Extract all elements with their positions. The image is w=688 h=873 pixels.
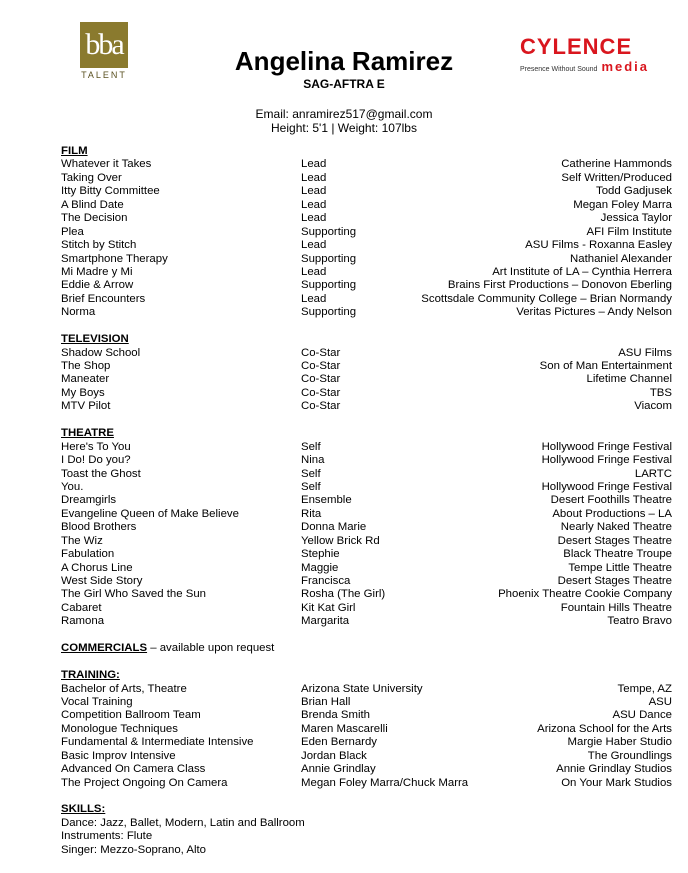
television-credit-row — [61, 373, 672, 386]
theatre-credit-row — [61, 521, 672, 534]
credit-title: I Do! Do you? — [61, 454, 131, 467]
credit-title: Mi Madre y Mi — [61, 265, 133, 278]
credit-title: Advanced On Camera Class — [61, 763, 206, 776]
credit-company: ASU — [648, 695, 672, 708]
skill-line: Instruments: Flute — [61, 830, 153, 843]
credit-company: TBS — [649, 386, 672, 399]
credit-role: Lead — [301, 171, 327, 184]
film-credit-row — [61, 212, 672, 225]
film-heading: FILM — [61, 145, 88, 157]
credit-title: Maneater — [61, 373, 110, 386]
film-credit-row — [61, 185, 672, 198]
commercials-heading: COMMERCIALS — [61, 642, 148, 655]
credit-role: Lead — [301, 198, 327, 211]
credit-role: Francisca — [301, 575, 351, 587]
credit-title: Plea — [61, 225, 84, 238]
training-credit-row — [61, 709, 672, 722]
credit-title: Taking Over — [61, 171, 122, 184]
film-credit-row — [61, 266, 672, 279]
credit-company: Son of Man Entertainment — [539, 360, 672, 372]
theatre-credit-row — [61, 548, 672, 561]
credit-role: Lead — [301, 185, 327, 198]
credit-company: Megan Foley Marra — [573, 198, 672, 211]
credit-role: Co-Star — [301, 346, 341, 359]
credit-title: Ramona — [61, 615, 105, 628]
theatre-credit-row — [61, 441, 672, 454]
union-status: SAG-AFTRA E — [303, 77, 385, 91]
stats-line: Height: 5'1 | Weight: 107lbs — [271, 121, 417, 135]
film-credit-row — [61, 199, 672, 212]
credit-title: Competition Ballroom Team — [61, 709, 201, 722]
credit-title: Evangeline Queen of Make Believe — [61, 507, 239, 520]
credit-company: Hollywood Fringe Festival — [541, 454, 672, 467]
theatre-credit-row — [61, 615, 672, 628]
bba-logo-mark: bba — [80, 22, 128, 68]
credit-role: Self — [301, 467, 321, 480]
credit-role: Co-Star — [301, 373, 341, 386]
theatre-section — [61, 427, 672, 629]
credit-company: ASU Films - Roxanna Easley — [525, 239, 672, 252]
credit-title: Fabulation — [61, 548, 115, 561]
skills-section — [61, 803, 672, 857]
credit-role: Margarita — [301, 615, 350, 628]
training-credit-row — [61, 683, 672, 696]
credit-title: A Chorus Line — [61, 561, 133, 574]
credit-role: Yellow Brick Rd — [301, 534, 380, 547]
credit-title: Blood Brothers — [61, 521, 137, 534]
credit-title: Monologue Techniques — [61, 722, 178, 735]
credit-company: LARTC — [634, 467, 672, 480]
television-credit-row — [61, 387, 672, 400]
credit-title: Eddie & Arrow — [61, 279, 134, 292]
credit-title: Stitch by Stitch — [61, 239, 137, 252]
credit-company: ASU Films — [618, 346, 672, 359]
theatre-credit-row — [61, 562, 672, 575]
credit-role: Co-Star — [301, 400, 341, 413]
theatre-credit-row — [61, 494, 672, 507]
credit-role: Annie Grindlay — [301, 763, 376, 776]
credit-company: Art Institute of LA – Cynthia Herrera — [492, 265, 672, 278]
credit-role: Nina — [301, 454, 325, 467]
theatre-heading: THEATRE — [61, 427, 114, 440]
film-credit-row — [61, 293, 672, 306]
credit-role: Supporting — [301, 225, 357, 238]
credit-title: Whatever it Takes — [61, 158, 152, 171]
credit-role: Self — [301, 440, 321, 453]
training-section — [61, 669, 672, 790]
skill-line: Dance: Jazz, Ballet, Modern, Latin and Ballroom — [61, 816, 305, 829]
credit-company: Catherine Hammonds — [561, 158, 672, 171]
film-credit-row — [61, 158, 672, 171]
credit-role: Stephie — [301, 548, 340, 561]
theatre-credit-row — [61, 468, 672, 481]
credit-company: Desert Foothills Theatre — [550, 494, 672, 507]
film-credit-row — [61, 239, 672, 252]
credit-company: Tempe Little Theatre — [568, 561, 672, 574]
credit-title: The Project Ongoing On Camera — [61, 776, 228, 789]
credit-company: Teatro Bravo — [607, 615, 672, 628]
credit-role: Supporting — [301, 306, 357, 319]
credit-role: Maggie — [301, 561, 339, 574]
television-heading: TELEVISION — [61, 333, 129, 346]
cylence-logo-word: CYLENCE — [520, 34, 633, 59]
theatre-credit-row — [61, 588, 672, 601]
credit-company: Arizona School for the Arts — [537, 722, 672, 735]
training-credit-row — [61, 777, 672, 790]
credit-role: Lead — [301, 239, 327, 252]
credit-company: Desert Stages Theatre — [557, 534, 672, 547]
credit-role: Rosha (The Girl) — [301, 588, 386, 601]
television-section — [61, 333, 672, 414]
theatre-credit-row — [61, 508, 672, 521]
credit-company: About Productions – LA — [552, 507, 672, 520]
theatre-credit-row — [61, 575, 672, 588]
credit-role: Donna Marie — [301, 521, 367, 534]
credit-role: Co-Star — [301, 386, 341, 399]
credit-title: The Shop — [61, 360, 111, 372]
skills-heading: SKILLS: — [61, 803, 106, 816]
credit-company: Scottsdale Community College – Brian Normandy — [421, 292, 672, 305]
credit-role: Maren Mascarelli — [301, 722, 388, 735]
credit-role: Self — [301, 480, 321, 493]
credit-role: Supporting — [301, 252, 357, 265]
credit-company: Margie Haber Studio — [567, 736, 672, 749]
training-credit-row — [61, 723, 672, 736]
film-credit-row — [61, 172, 672, 185]
credit-company: Viacom — [634, 400, 672, 413]
film-credit-row — [61, 306, 672, 319]
credit-role: Ensemble — [301, 494, 352, 507]
credit-title: The Wiz — [61, 534, 103, 547]
credit-company: Desert Stages Theatre — [557, 575, 672, 587]
television-credit-row — [61, 400, 672, 413]
credit-title: The Decision — [61, 212, 128, 225]
commercials-section — [61, 642, 672, 655]
credit-company: Lifetime Channel — [586, 373, 672, 386]
credit-role: Lead — [301, 292, 327, 305]
credit-role: Co-Star — [301, 360, 341, 372]
credit-company: Hollywood Fringe Festival — [541, 480, 672, 493]
film-credit-row — [61, 279, 672, 292]
training-credit-row — [61, 750, 672, 763]
credit-role: Brian Hall — [301, 695, 351, 708]
credit-company: Jessica Taylor — [600, 212, 672, 225]
cylence-media-word: media — [601, 59, 650, 74]
credit-title: The Girl Who Saved the Sun — [61, 588, 206, 601]
credit-title: Toast the Ghost — [61, 467, 141, 480]
credit-role: Megan Foley Marra/Chuck Marra — [301, 776, 469, 789]
credit-company: ASU Dance — [612, 709, 672, 722]
cylence-tagline-text: Presence Without Sound — [520, 66, 598, 73]
theatre-credit-row — [61, 535, 672, 548]
television-credit-row — [61, 360, 672, 373]
credit-company: On Your Mark Studios — [561, 776, 672, 789]
film-credit-row — [61, 226, 672, 239]
credit-company: Fountain Hills Theatre — [560, 601, 672, 614]
credit-company: Black Theatre Troupe — [563, 548, 672, 561]
theatre-credit-row — [61, 454, 672, 467]
credit-company: Hollywood Fringe Festival — [541, 440, 672, 453]
commercials-note: – available upon request — [147, 642, 275, 655]
credit-title: Vocal Training — [61, 695, 133, 708]
credit-role: Arizona State University — [301, 682, 423, 695]
credit-role: Brenda Smith — [301, 709, 371, 722]
film-credit-row — [61, 253, 672, 266]
credit-company: Brains First Productions – Donovon Eberling — [447, 279, 672, 292]
credit-title: Norma — [61, 306, 96, 319]
credit-company: Self Written/Produced — [561, 171, 672, 184]
training-heading: TRAINING: — [61, 669, 120, 682]
credit-role: Rita — [301, 507, 322, 520]
credit-title: Dreamgirls — [61, 494, 117, 507]
credit-title: You. — [61, 480, 84, 493]
credit-company: AFI Film Institute — [586, 225, 672, 238]
credit-title: Basic Improv Intensive — [61, 749, 176, 762]
theatre-credit-row — [61, 602, 672, 615]
credit-role: Lead — [301, 212, 327, 225]
contact-info — [0, 107, 688, 135]
credit-company: Tempe, AZ — [617, 682, 672, 695]
credit-company: Nathaniel Alexander — [570, 252, 672, 265]
credit-title: Bachelor of Arts, Theatre — [61, 682, 187, 695]
television-credit-row — [61, 347, 672, 360]
credit-title: Fundamental & Intermediate Intensive — [61, 736, 254, 749]
email-line: Email: anramirez517@gmail.com — [255, 107, 433, 121]
credit-title: MTV Pilot — [61, 400, 111, 413]
film-section — [61, 145, 672, 320]
credit-title: Brief Encounters — [61, 292, 146, 305]
credit-company: Veritas Pictures – Andy Nelson — [516, 306, 672, 319]
credit-role: Lead — [301, 158, 327, 171]
credit-role: Kit Kat Girl — [301, 601, 356, 614]
credit-company: Nearly Naked Theatre — [560, 521, 672, 534]
credit-title: Here's To You — [61, 440, 131, 453]
credit-title: Cabaret — [61, 601, 102, 614]
credit-title: A Blind Date — [61, 198, 124, 211]
credit-title: Itty Bitty Committee — [61, 185, 160, 198]
training-credit-row — [61, 696, 672, 709]
credit-role: Lead — [301, 265, 327, 278]
credit-title: Shadow School — [61, 346, 141, 359]
resume-body — [61, 145, 672, 857]
actor-name: Angelina Ramirez — [234, 46, 454, 76]
credit-title: My Boys — [61, 386, 105, 399]
credit-title: Smartphone Therapy — [61, 252, 168, 265]
theatre-credit-row — [61, 481, 672, 494]
credit-company: Phoenix Theatre Cookie Company — [498, 588, 672, 601]
credit-company: Annie Grindlay Studios — [556, 763, 672, 776]
credit-title: West Side Story — [61, 575, 143, 587]
skill-line: Singer: Mezzo-Soprano, Alto — [61, 843, 206, 856]
credit-role: Supporting — [301, 279, 357, 292]
credit-role: Eden Bernardy — [301, 736, 377, 749]
training-credit-row — [61, 763, 672, 776]
bba-logo-subtitle: TALENT — [81, 70, 127, 80]
credit-role: Jordan Black — [301, 749, 367, 762]
credit-company: Todd Gadjusek — [596, 185, 672, 198]
credit-company: The Groundlings — [587, 749, 672, 762]
training-credit-row — [61, 736, 672, 749]
